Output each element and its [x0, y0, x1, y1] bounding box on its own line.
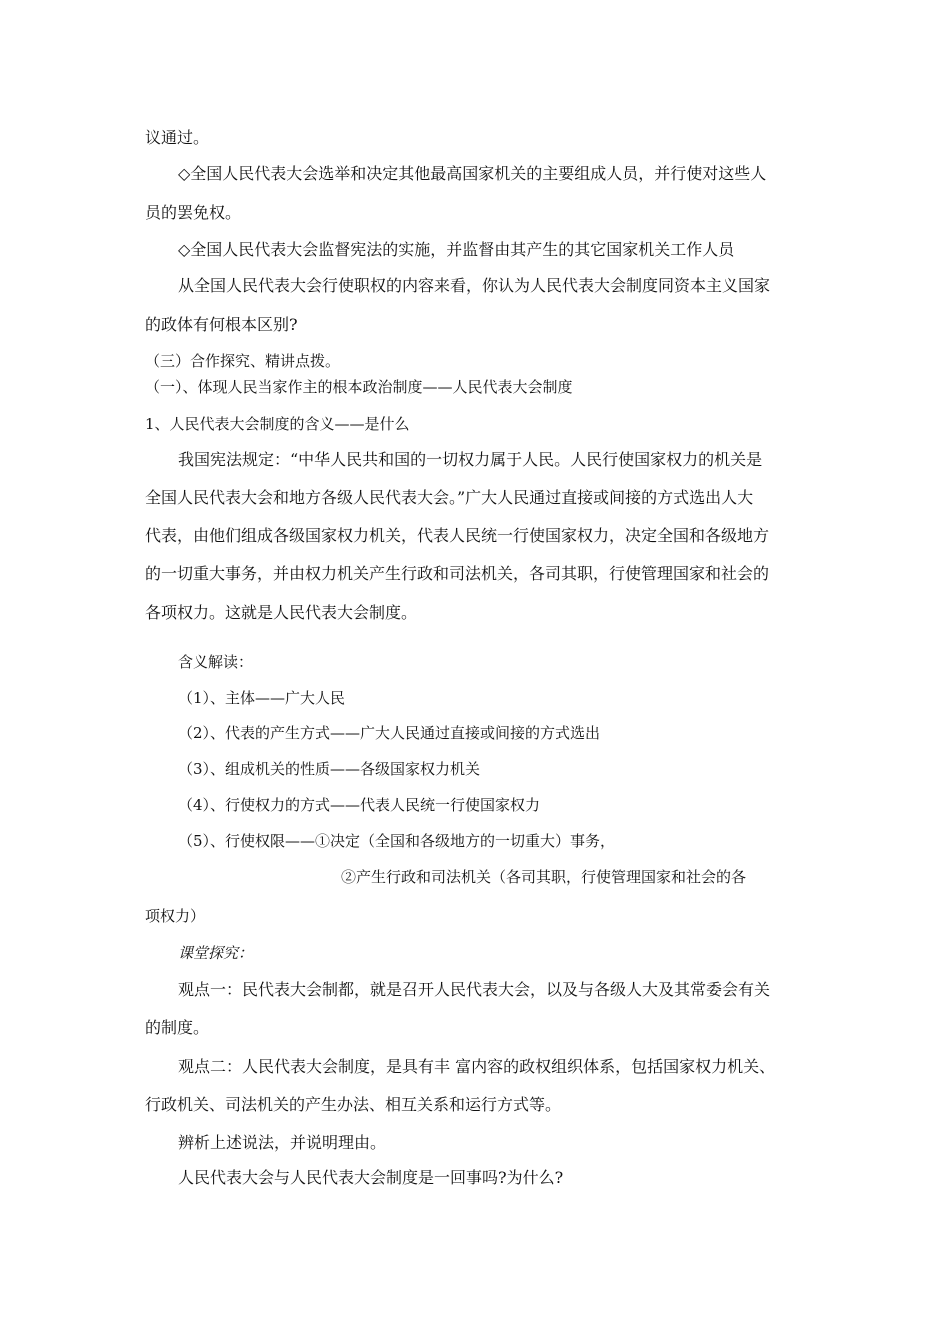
text-line: 观点二：人民代表大会制度，是具有丰 富内容的政权组织体系，包括国家权力机关、	[178, 1057, 776, 1076]
text-line: ◇全国人民代表大会监督宪法的实施，并监督由其产生的其它国家机关工作人员	[178, 240, 735, 259]
text-line: 议通过。	[145, 128, 210, 147]
list-item-continuation: 项权力）	[145, 907, 206, 925]
text-line: 员的罢免权。	[145, 203, 242, 222]
list-item: （3）、组成机关的性质——各级国家权力机关	[178, 760, 481, 778]
list-item-continuation: ②产生行政和司法机关（各司其职，行使管理国家和社会的各	[341, 868, 747, 886]
text-line: 的制度。	[145, 1018, 210, 1037]
section-heading: 1、人民代表大会制度的含义——是什么	[145, 415, 410, 433]
text-line: 各项权力。这就是人民代表大会制度。	[145, 603, 418, 622]
section-heading: （一）、体现人民当家作主的根本政治制度——人民代表大会制度	[145, 378, 573, 396]
text-line: 辨析上述说法，并说明理由。	[178, 1133, 387, 1152]
list-item: （4）、行使权力的方式——代表人民统一行使国家权力	[178, 796, 541, 814]
list-item: （5）、行使权限——①决定（全国和各级地方的一切重大）事务，	[178, 832, 616, 850]
text-line: ◇全国人民代表大会选举和决定其他最高国家机关的主要组成人员，并行使对这些人	[178, 164, 767, 183]
text-line: 的政体有何根本区别?	[145, 315, 298, 334]
section-heading: （三）合作探究、精讲点拨。	[145, 352, 341, 370]
text-line: 我国宪法规定：“中华人民共和国的一切权力属于人民。人民行使国家权力的机关是	[178, 450, 763, 469]
text-line: 观点一：民代表大会制都，就是召开人民代表大会，以及与各级人大及其常委会有关	[178, 980, 771, 999]
text-line: 人民代表大会与人民代表大会制度是一回事吗?为什么?	[178, 1168, 564, 1187]
text-line: 含义解读：	[178, 653, 254, 671]
text-line: 全国人民代表大会和地方各级人民代表大会。”广大人民通过直接或间接的方式选出人大	[145, 488, 754, 507]
list-item: （2）、代表的产生方式——广大人民通过直接或间接的方式选出	[178, 724, 601, 742]
text-line: 的一切重大事务，并由权力机关产生行政和司法机关，各司其职，行使管理国家和社会的	[145, 564, 770, 583]
text-line: 行政机关、司法机关的产生办法、相互关系和运行方式等。	[145, 1095, 562, 1114]
text-line: 代表，由他们组成各级国家权力机关，代表人民统一行使国家权力，决定全国和各级地方	[145, 526, 770, 545]
list-item: （1）、主体——广大人民	[178, 689, 346, 707]
subheading: 课堂探究：	[178, 944, 254, 962]
text-line: 从全国人民代表大会行使职权的内容来看，你认为人民代表大会制度同资本主义国家	[178, 276, 771, 295]
